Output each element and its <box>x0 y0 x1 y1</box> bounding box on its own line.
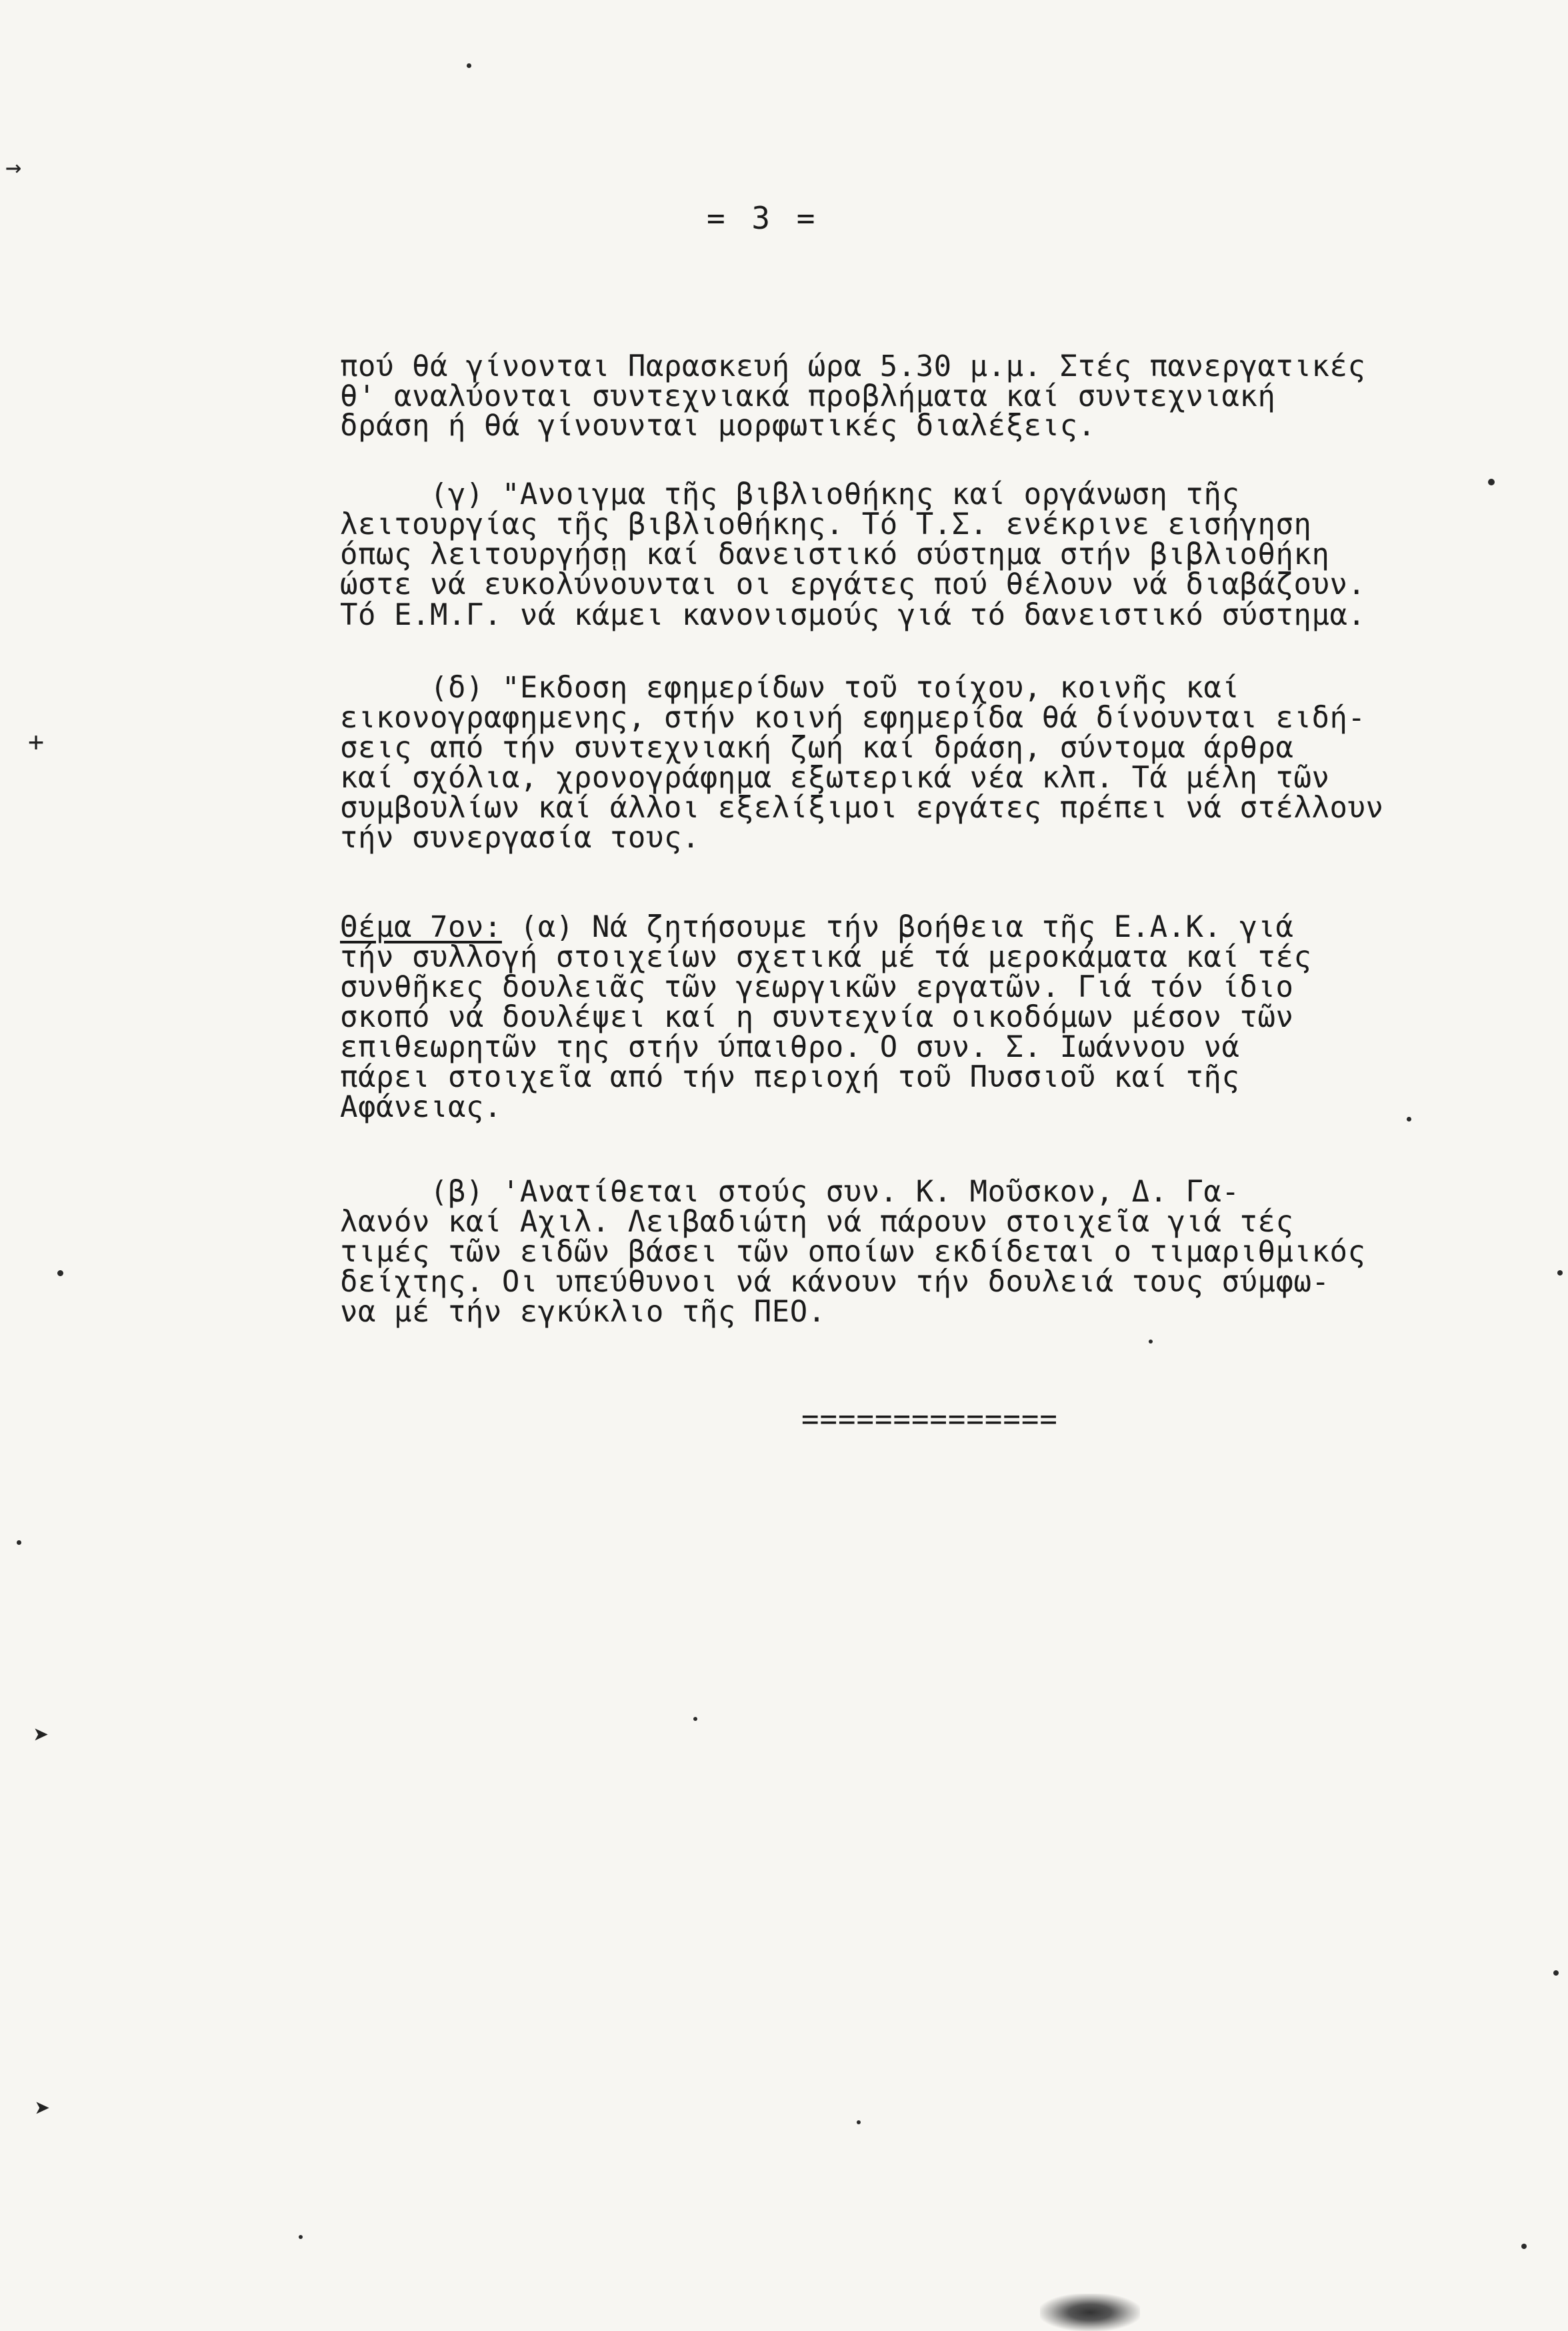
text-line: Αφάνειας. <box>340 1090 502 1124</box>
scan-speck <box>857 2120 861 2124</box>
text-line: σεις από τήν συντεχνιακή ζωή καί δράση, σύντομα άρθρα <box>340 731 1294 765</box>
text-line: σκοπό νά δουλέψει καί η συντεχνία οικοδόμων μέσον τῶν <box>340 1000 1294 1034</box>
page-number: = 3 = <box>707 200 819 236</box>
text-line: (β) 'Ανατίθεται στούς συν. Κ. Μοῦσκον, Δ. Γα- <box>340 1175 1240 1209</box>
scan-speck <box>1407 1117 1411 1121</box>
scan-speck <box>57 1270 63 1276</box>
text-line: επιθεωρητῶν της στήν ύπαιθρο. Ο συν. Σ. Ιωάννου νά <box>340 1030 1240 1064</box>
scan-speck <box>1488 479 1495 485</box>
text-line: συνθῆκες δουλειᾶς τῶν γεωργικῶν εργατῶν. Γιά τόν ίδιο <box>340 970 1294 1004</box>
text-line: λειτουργίας τῆς βιβλιοθήκης. Τό Τ.Σ. ενέκρινε εισήγηση <box>340 507 1312 541</box>
margin-arrow-icon: ➤ <box>33 1720 50 1751</box>
scan-speck <box>467 63 471 68</box>
text-line: τήν συνεργασία τους. <box>340 821 700 855</box>
text-line: δείχτης. Οι υπεύθυνοι νά κάνουν τήν δουλειά τους σύμφω- <box>340 1265 1330 1299</box>
text-line: τήν συλλογή στοιχείων σχετικά μέ τά μεροκάματα καί τές <box>340 940 1312 974</box>
scan-blot <box>1040 2294 1140 2331</box>
text-line: συμβουλίων καί άλλοι εξελίξιμοι εργάτες πρέπει νά στέλλουν <box>340 791 1384 825</box>
text-line: να μέ τήν εγκύκλιο τῆς ΠΕΟ. <box>340 1295 826 1329</box>
text-line: καί σχόλια, χρονογράφημα εξωτερικά νέα κλπ. Τά μέλη τῶν <box>340 761 1330 795</box>
text-line: πού θά γίνονται Παρασκευή ώρα 5.30 μ.μ. Στές πανεργατικές <box>340 349 1366 383</box>
scan-speck <box>299 2235 303 2239</box>
scan-speck <box>1149 1340 1153 1344</box>
margin-mark-icon: → <box>5 152 22 183</box>
text-line: δράση ή θά γίνουνται μορφωτικές διαλέξεις. <box>340 409 1096 443</box>
closing-rule: ============== <box>801 1402 1058 1436</box>
text-line: εικονογραφημενης, στήν κοινή εφημερίδα θά δίνουνται ειδή- <box>340 701 1366 735</box>
scan-speck <box>1557 1270 1563 1276</box>
text-line: λανόν καί Αχιλ. Λειβαδιώτη νά πάρουν στοιχεῖα γιά τές <box>340 1205 1294 1239</box>
section-heading: Θέμα 7ον: <box>340 910 502 944</box>
margin-cross-icon: + <box>28 727 45 757</box>
text-line: Θέμα 7ον: (α) Νά ζητήσουμε τήν βοήθεια τῆς Ε.Α.Κ. γιά <box>340 910 1294 944</box>
text-line: θ' αναλύονται συντεχνιακά προβλήματα καί συντεχνιακή <box>340 379 1276 413</box>
text-line: τιμές τῶν ειδῶν βάσει τῶν οποίων εκδίδεται ο τιμαριθμικός <box>340 1235 1366 1269</box>
scan-speck <box>17 1540 21 1545</box>
text-line: (γ) "Ανοιγμα τῆς βιβλιοθήκης καί οργάνωση τῆς <box>340 477 1240 511</box>
text-line: Τό Ε.Μ.Γ. νά κάμει κανονισμούς γιά τό δανειστικό σύστημα. <box>340 598 1366 632</box>
text-line: όπως λειτουργήσῃ καί δανειστικό σύστημα στήν βιβλιοθήκη <box>340 537 1330 571</box>
scan-speck <box>1553 1970 1559 1976</box>
text-line: (δ) "Εκδοση εφημερίδων τοῦ τοίχου, κοινῆς καί <box>340 671 1240 705</box>
text-line: ώστε νά ευκολύνουνται οι εργάτες πού θέλουν νά διαβάζουν. <box>340 567 1366 601</box>
text-line: πάρει στοιχεῖα από τήν περιοχή τοῦ Πυσσιοῦ καί τῆς <box>340 1060 1240 1094</box>
scan-speck <box>693 1717 697 1721</box>
scan-speck <box>1521 2244 1527 2249</box>
margin-arrow-icon: ➤ <box>35 2094 51 2124</box>
